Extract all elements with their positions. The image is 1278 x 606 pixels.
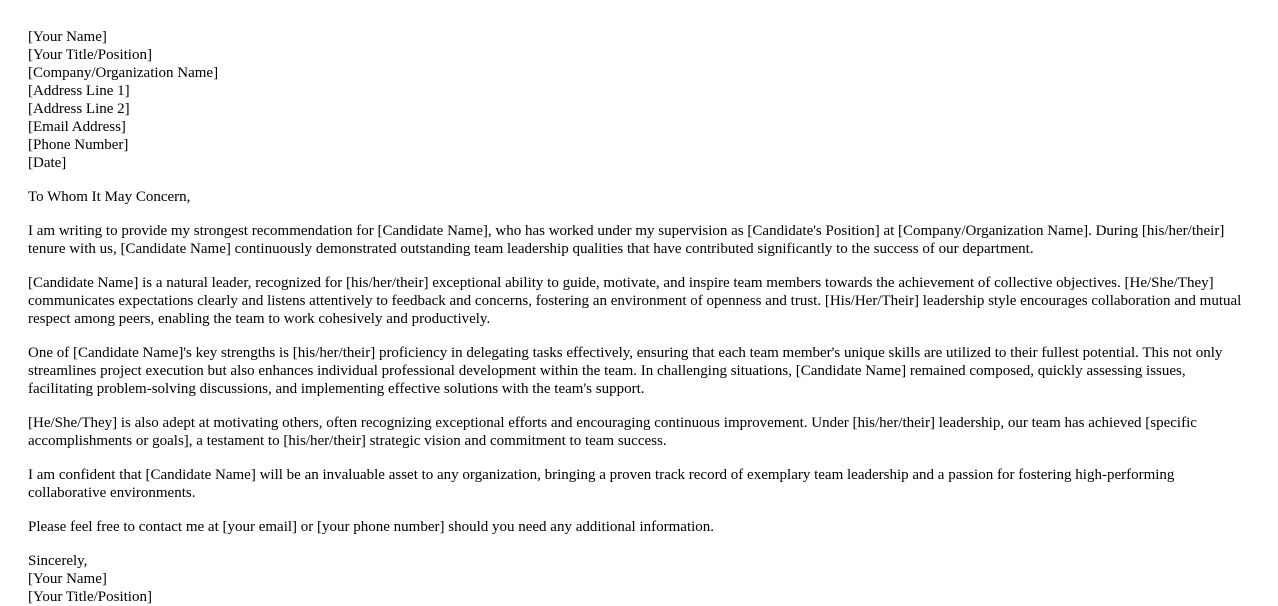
salutation: To Whom It May Concern, [28,189,191,205]
sender-block [28,28,1250,172]
sender-name: [Your Name] [28,29,107,45]
body-paragraph-intro: I am writing to provide my strongest recommendation for [Candidate Name], who has worked under my supervision as [Candidate's Position] at [Company/Organization Name]. During [his/her/their] tenure with us, [Candidate Name] continuously demonstrated outstanding team leadership qualities that have contributed significantly to the success of our department. [28,223,1225,257]
body-paragraph-leadership: [Candidate Name] is a natural leader, recognized for [his/her/their] exceptional ability to guide, motivate, and inspire team members towards the achievement of collective objectives. [He/She/They] communicates expectations clearly and listens attentively to feedback and concerns, fostering an environment of openness and trust. [His/Her/Their] leadership style encourages collaboration and mutual respect among peers, enabling the team to work cohesively and productively. [28,275,1242,327]
sender-title: [Your Title/Position] [28,47,152,63]
body-paragraph-delegation: One of [Candidate Name]'s key strengths is [his/her/their] proficiency in delegating tasks effectively, ensuring that each team member's unique skills are utilized to their fullest potential. This not only streamlines project execution but also enhances individual professional development within the team. In challenging situations, [Candidate Name] remained composed, quickly assessing issues, facilitating problem-solving discussions, and implementing effective solutions with the team's support. [28,345,1223,397]
valediction: Sincerely, [28,553,88,569]
sender-address-line-2: [Address Line 2] [28,101,130,117]
closing-title: [Your Title/Position] [28,589,152,605]
body-paragraph-contact: Please feel free to contact me at [your email] or [your phone number] should you need any additional information. [28,519,715,535]
body-paragraph-motivation: [He/She/They] is also adept at motivating others, often recognizing exceptional efforts and encouraging continuous improvement. Under [his/her/their] leadership, our team has achieved [specific accomplishments or goals], a testament to [his/her/their] strategic vision and commitment to team success. [28,415,1197,449]
sender-address-line-1: [Address Line 1] [28,83,130,99]
sender-phone: [Phone Number] [28,137,129,153]
closing-name: [Your Name] [28,571,107,587]
letter-date: [Date] [28,155,67,171]
sender-email: [Email Address] [28,119,126,135]
sender-company: [Company/Organization Name] [28,65,219,81]
body-paragraph-confidence: I am confident that [Candidate Name] will be an invaluable asset to any organization, bringing a proven track record of exemplary team leadership and a passion for fostering high-performing collaborative environments. [28,467,1175,501]
closing-block [28,552,1250,606]
recommendation-letter [28,28,1250,606]
